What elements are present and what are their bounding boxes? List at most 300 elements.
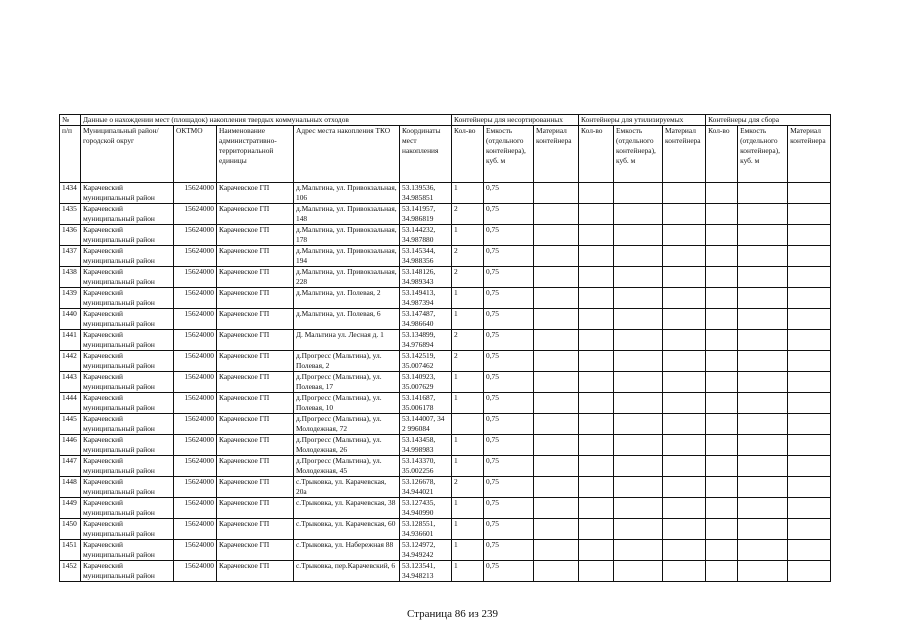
header-pp: п/п	[60, 126, 81, 183]
recycled-material-cell	[663, 456, 706, 477]
recycled-material-cell	[663, 288, 706, 309]
collect-qty-cell	[706, 330, 738, 351]
address-cell: д.Мальтина, ул. Полевая, 6	[294, 309, 400, 330]
unsorted-material-cell	[534, 561, 579, 582]
district-cell: Карачевский муниципальный район	[81, 330, 174, 351]
collect-material-cell	[788, 414, 831, 435]
header-collect: Контейнеры для сбора	[706, 115, 831, 126]
oktmo-cell: 15624000	[174, 246, 217, 267]
collect-capacity-cell	[738, 267, 788, 288]
recycled-capacity-cell	[614, 246, 663, 267]
district-cell: Карачевский муниципальный район	[81, 372, 174, 393]
recycled-material-cell	[663, 330, 706, 351]
unsorted-qty-cell: 1	[452, 519, 484, 540]
admin-unit-cell: Карачевское ГП	[217, 561, 294, 582]
district-cell: Карачевский муниципальный район	[81, 519, 174, 540]
recycled-material-cell	[663, 267, 706, 288]
collect-capacity-cell	[738, 183, 788, 204]
coords-cell: 53.141687, 35.006178	[400, 393, 452, 414]
collect-qty-cell	[706, 309, 738, 330]
table-row	[60, 288, 831, 309]
recycled-qty-cell	[579, 477, 614, 498]
collect-capacity-cell	[738, 204, 788, 225]
recycled-capacity-cell	[614, 330, 663, 351]
oktmo-cell: 15624000	[174, 414, 217, 435]
recycled-qty-cell	[579, 246, 614, 267]
table-row	[60, 309, 831, 330]
unsorted-qty-cell: 2	[452, 477, 484, 498]
table-row	[60, 477, 831, 498]
unsorted-qty-cell: 1	[452, 372, 484, 393]
unsorted-capacity-cell: 0,75	[484, 414, 534, 435]
collect-qty-cell	[706, 477, 738, 498]
row-number: 1436	[60, 225, 81, 246]
unsorted-material-cell	[534, 309, 579, 330]
address-cell: д.Прогресс (Мальтина), ул. Молодежная, 72	[294, 414, 400, 435]
header-unsorted: Контейнеры для несортированных	[452, 115, 579, 126]
unsorted-qty-cell: 1	[452, 309, 484, 330]
recycled-material-cell	[663, 561, 706, 582]
header-row-groups	[60, 115, 831, 126]
oktmo-cell: 15624000	[174, 288, 217, 309]
unsorted-qty-cell: 1	[452, 498, 484, 519]
recycled-capacity-cell	[614, 435, 663, 456]
address-cell: с.Трыковка, ул. Набережная 88	[294, 540, 400, 561]
address-cell: д.Прогресс (Мальтина), ул. Полевая, 2	[294, 351, 400, 372]
district-cell: Карачевский муниципальный район	[81, 561, 174, 582]
recycled-capacity-cell	[614, 372, 663, 393]
unsorted-capacity-cell: 0,75	[484, 225, 534, 246]
oktmo-cell: 15624000	[174, 351, 217, 372]
address-cell: д.Мальтина, ул. Привокзальная, 194	[294, 246, 400, 267]
recycled-qty-cell	[579, 204, 614, 225]
recycled-capacity-cell	[614, 267, 663, 288]
district-cell: Карачевский муниципальный район	[81, 540, 174, 561]
recycled-qty-cell	[579, 498, 614, 519]
collect-capacity-cell	[738, 435, 788, 456]
unsorted-qty-cell: 2	[452, 330, 484, 351]
unsorted-capacity-cell: 0,75	[484, 309, 534, 330]
collect-capacity-cell	[738, 456, 788, 477]
collect-capacity-cell	[738, 561, 788, 582]
oktmo-cell: 15624000	[174, 435, 217, 456]
admin-unit-cell: Карачевское ГП	[217, 393, 294, 414]
collect-material-cell	[788, 288, 831, 309]
coords-cell: 53.148126, 34.989343	[400, 267, 452, 288]
row-number: 1440	[60, 309, 81, 330]
recycled-material-cell	[663, 183, 706, 204]
coords-cell: 53.144232, 34.987880	[400, 225, 452, 246]
recycled-capacity-cell	[614, 477, 663, 498]
oktmo-cell: 15624000	[174, 498, 217, 519]
table-row	[60, 393, 831, 414]
oktmo-cell: 15624000	[174, 540, 217, 561]
oktmo-cell: 15624000	[174, 372, 217, 393]
collect-capacity-cell	[738, 519, 788, 540]
coords-cell: 53.144007, 34 2 996084	[400, 414, 452, 435]
coords-cell: 53.127435, 34.940990	[400, 498, 452, 519]
header-recycled-material: Материал контейнера	[663, 126, 706, 183]
row-number: 1444	[60, 393, 81, 414]
header-unsorted-capacity: Емкость (отдельного контейнера), куб. м	[484, 126, 534, 183]
district-cell: Карачевский муниципальный район	[81, 246, 174, 267]
unsorted-material-cell	[534, 519, 579, 540]
unsorted-material-cell	[534, 456, 579, 477]
coords-cell: 53.143458, 34.998983	[400, 435, 452, 456]
collect-qty-cell	[706, 351, 738, 372]
recycled-material-cell	[663, 225, 706, 246]
header-oktmo: ОКТМО	[174, 126, 217, 183]
header-unsorted-material: Материал контейнера	[534, 126, 579, 183]
collect-material-cell	[788, 225, 831, 246]
table-row	[60, 372, 831, 393]
unsorted-capacity-cell: 0,75	[484, 204, 534, 225]
recycled-capacity-cell	[614, 204, 663, 225]
collect-qty-cell	[706, 435, 738, 456]
collect-capacity-cell	[738, 477, 788, 498]
table-row	[60, 435, 831, 456]
address-cell: д.Мальтина, ул. Полевая, 2	[294, 288, 400, 309]
recycled-qty-cell	[579, 519, 614, 540]
collect-capacity-cell	[738, 351, 788, 372]
header-location: Данные о нахождении мест (площадок) накопления твердых коммунальных отходов	[81, 115, 452, 126]
row-number: 1437	[60, 246, 81, 267]
collect-material-cell	[788, 435, 831, 456]
table-row	[60, 561, 831, 582]
header-row-columns	[60, 126, 831, 183]
collect-material-cell	[788, 204, 831, 225]
recycled-material-cell	[663, 498, 706, 519]
collect-capacity-cell	[738, 540, 788, 561]
unsorted-capacity-cell: 0,75	[484, 351, 534, 372]
address-cell: с.Трыковка, ул. Карачевская, 60	[294, 519, 400, 540]
unsorted-qty-cell: 2	[452, 351, 484, 372]
page-footer: Страница 86 из 239	[406, 608, 499, 620]
admin-unit-cell: Карачевское ГП	[217, 414, 294, 435]
recycled-material-cell	[663, 246, 706, 267]
unsorted-material-cell	[534, 183, 579, 204]
admin-unit-cell: Карачевское ГП	[217, 183, 294, 204]
recycled-material-cell	[663, 309, 706, 330]
address-cell: с.Трыковка, пер.Карачевский, 6	[294, 561, 400, 582]
unsorted-capacity-cell: 0,75	[484, 456, 534, 477]
row-number: 1443	[60, 372, 81, 393]
header-recycled: Контейнеры для утилизируемых	[579, 115, 706, 126]
admin-unit-cell: Карачевское ГП	[217, 330, 294, 351]
district-cell: Карачевский муниципальный район	[81, 288, 174, 309]
collect-capacity-cell	[738, 246, 788, 267]
district-cell: Карачевский муниципальный район	[81, 225, 174, 246]
unsorted-material-cell	[534, 540, 579, 561]
row-number: 1435	[60, 204, 81, 225]
collect-qty-cell	[706, 561, 738, 582]
recycled-capacity-cell	[614, 561, 663, 582]
admin-unit-cell: Карачевское ГП	[217, 246, 294, 267]
recycled-qty-cell	[579, 351, 614, 372]
recycled-capacity-cell	[614, 288, 663, 309]
oktmo-cell: 15624000	[174, 204, 217, 225]
unsorted-capacity-cell: 0,75	[484, 540, 534, 561]
collect-capacity-cell	[738, 414, 788, 435]
oktmo-cell: 15624000	[174, 561, 217, 582]
collect-qty-cell	[706, 393, 738, 414]
unsorted-qty-cell	[452, 414, 484, 435]
admin-unit-cell: Карачевское ГП	[217, 477, 294, 498]
coords-cell: 53.139536, 34.985851	[400, 183, 452, 204]
admin-unit-cell: Карачевское ГП	[217, 498, 294, 519]
unsorted-capacity-cell: 0,75	[484, 561, 534, 582]
district-cell: Карачевский муниципальный район	[81, 456, 174, 477]
collect-material-cell	[788, 351, 831, 372]
recycled-material-cell	[663, 204, 706, 225]
collect-material-cell	[788, 267, 831, 288]
collect-material-cell	[788, 309, 831, 330]
header-unsorted-qty: Кол-во	[452, 126, 484, 183]
collect-material-cell	[788, 477, 831, 498]
coords-cell: 53.141957, 34.986819	[400, 204, 452, 225]
unsorted-material-cell	[534, 246, 579, 267]
district-cell: Карачевский муниципальный район	[81, 414, 174, 435]
recycled-qty-cell	[579, 267, 614, 288]
recycled-capacity-cell	[614, 309, 663, 330]
recycled-qty-cell	[579, 288, 614, 309]
recycled-qty-cell	[579, 393, 614, 414]
recycled-qty-cell	[579, 330, 614, 351]
unsorted-capacity-cell: 0,75	[484, 267, 534, 288]
oktmo-cell: 15624000	[174, 456, 217, 477]
recycled-material-cell	[663, 393, 706, 414]
unsorted-qty-cell: 1	[452, 288, 484, 309]
collect-capacity-cell	[738, 393, 788, 414]
collect-qty-cell	[706, 498, 738, 519]
unsorted-material-cell	[534, 393, 579, 414]
collect-capacity-cell	[738, 330, 788, 351]
header-collect-qty: Кол-во	[706, 126, 738, 183]
oktmo-cell: 15624000	[174, 477, 217, 498]
collect-material-cell	[788, 456, 831, 477]
recycled-capacity-cell	[614, 351, 663, 372]
district-cell: Карачевский муниципальный район	[81, 309, 174, 330]
row-number: 1448	[60, 477, 81, 498]
header-address: Адрес места накопления ТКО	[294, 126, 400, 183]
header-coords: Координаты мест накопления	[400, 126, 452, 183]
unsorted-qty-cell: 2	[452, 267, 484, 288]
table-row	[60, 519, 831, 540]
unsorted-qty-cell: 1	[452, 561, 484, 582]
unsorted-material-cell	[534, 225, 579, 246]
collect-qty-cell	[706, 267, 738, 288]
unsorted-capacity-cell: 0,75	[484, 183, 534, 204]
oktmo-cell: 15624000	[174, 225, 217, 246]
oktmo-cell: 15624000	[174, 183, 217, 204]
district-cell: Карачевский муниципальный район	[81, 498, 174, 519]
admin-unit-cell: Карачевское ГП	[217, 540, 294, 561]
unsorted-qty-cell: 1	[452, 393, 484, 414]
coords-cell: 53.140923, 35.007629	[400, 372, 452, 393]
row-number: 1450	[60, 519, 81, 540]
recycled-capacity-cell	[614, 414, 663, 435]
address-cell: д.Прогресс (Мальтина), ул. Полевая, 17	[294, 372, 400, 393]
recycled-qty-cell	[579, 372, 614, 393]
oktmo-cell: 15624000	[174, 309, 217, 330]
unsorted-qty-cell: 1	[452, 183, 484, 204]
collect-capacity-cell	[738, 372, 788, 393]
recycled-material-cell	[663, 519, 706, 540]
header-district: Муниципальный район/городской округ	[81, 126, 174, 183]
recycled-qty-cell	[579, 435, 614, 456]
recycled-capacity-cell	[614, 393, 663, 414]
unsorted-qty-cell: 1	[452, 456, 484, 477]
collect-material-cell	[788, 540, 831, 561]
address-cell: д.Прогресс (Мальтина), ул. Полевая, 10	[294, 393, 400, 414]
row-number: 1442	[60, 351, 81, 372]
unsorted-material-cell	[534, 372, 579, 393]
collect-qty-cell	[706, 519, 738, 540]
collect-capacity-cell	[738, 498, 788, 519]
admin-unit-cell: Карачевское ГП	[217, 519, 294, 540]
oktmo-cell: 15624000	[174, 330, 217, 351]
collect-qty-cell	[706, 288, 738, 309]
table-row	[60, 183, 831, 204]
collect-qty-cell	[706, 540, 738, 561]
recycled-qty-cell	[579, 309, 614, 330]
unsorted-capacity-cell: 0,75	[484, 519, 534, 540]
unsorted-capacity-cell: 0,75	[484, 393, 534, 414]
coords-cell: 53.134899, 34.976894	[400, 330, 452, 351]
unsorted-qty-cell: 1	[452, 435, 484, 456]
address-cell: д.Мальтина, ул. Привокзальная, 106	[294, 183, 400, 204]
recycled-qty-cell	[579, 414, 614, 435]
district-cell: Карачевский муниципальный район	[81, 351, 174, 372]
table-row	[60, 456, 831, 477]
header-collect-material: Материал контейнера	[788, 126, 831, 183]
unsorted-material-cell	[534, 288, 579, 309]
collect-material-cell	[788, 393, 831, 414]
address-cell: д.Мальтина, ул. Привокзальная, 148	[294, 204, 400, 225]
admin-unit-cell: Карачевское ГП	[217, 204, 294, 225]
recycled-capacity-cell	[614, 540, 663, 561]
admin-unit-cell: Карачевское ГП	[217, 435, 294, 456]
header-collect-capacity: Емкость (отдельного контейнера), куб. м	[738, 126, 788, 183]
admin-unit-cell: Карачевское ГП	[217, 372, 294, 393]
recycled-capacity-cell	[614, 519, 663, 540]
unsorted-material-cell	[534, 351, 579, 372]
row-number: 1452	[60, 561, 81, 582]
unsorted-capacity-cell: 0,75	[484, 372, 534, 393]
address-cell: д.Мальтина, ул. Привокзальная, 178	[294, 225, 400, 246]
unsorted-material-cell	[534, 435, 579, 456]
collect-material-cell	[788, 330, 831, 351]
coords-cell: 53.149413, 34.987394	[400, 288, 452, 309]
collect-material-cell	[788, 183, 831, 204]
coords-cell: 53.123541, 34.948213	[400, 561, 452, 582]
admin-unit-cell: Карачевское ГП	[217, 225, 294, 246]
table-row	[60, 246, 831, 267]
coords-cell: 53.126678, 34.944021	[400, 477, 452, 498]
recycled-material-cell	[663, 414, 706, 435]
recycled-capacity-cell	[614, 498, 663, 519]
recycled-qty-cell	[579, 561, 614, 582]
oktmo-cell: 15624000	[174, 393, 217, 414]
header-recycled-capacity: Емкость (отдельного контейнера), куб. м	[614, 126, 663, 183]
unsorted-qty-cell: 2	[452, 246, 484, 267]
unsorted-capacity-cell: 0,75	[484, 330, 534, 351]
table-row	[60, 414, 831, 435]
district-cell: Карачевский муниципальный район	[81, 393, 174, 414]
collect-material-cell	[788, 561, 831, 582]
coords-cell: 53.124972, 34.949242	[400, 540, 452, 561]
collect-capacity-cell	[738, 309, 788, 330]
row-number: 1434	[60, 183, 81, 204]
unsorted-qty-cell: 1	[452, 225, 484, 246]
district-cell: Карачевский муниципальный район	[81, 267, 174, 288]
address-cell: Д. Мальтина ул. Лесная д. 1	[294, 330, 400, 351]
row-number: 1446	[60, 435, 81, 456]
collect-qty-cell	[706, 456, 738, 477]
unsorted-capacity-cell: 0,75	[484, 288, 534, 309]
unsorted-capacity-cell: 0,75	[484, 435, 534, 456]
recycled-qty-cell	[579, 225, 614, 246]
unsorted-material-cell	[534, 414, 579, 435]
recycled-capacity-cell	[614, 456, 663, 477]
table-row	[60, 330, 831, 351]
oktmo-cell: 15624000	[174, 519, 217, 540]
row-number: 1438	[60, 267, 81, 288]
waste-sites-table	[59, 114, 831, 582]
table-row	[60, 540, 831, 561]
coords-cell: 53.143370, 35.002256	[400, 456, 452, 477]
row-number: 1441	[60, 330, 81, 351]
row-number: 1451	[60, 540, 81, 561]
admin-unit-cell: Карачевское ГП	[217, 288, 294, 309]
unsorted-material-cell	[534, 498, 579, 519]
district-cell: Карачевский муниципальный район	[81, 477, 174, 498]
table-row	[60, 498, 831, 519]
recycled-material-cell	[663, 435, 706, 456]
unsorted-material-cell	[534, 330, 579, 351]
unsorted-capacity-cell: 0,75	[484, 498, 534, 519]
row-number: 1449	[60, 498, 81, 519]
address-cell: д.Прогресс (Мальтина), ул. Молодежная, 45	[294, 456, 400, 477]
header-admin: Наименование административно-территориальной единицы	[217, 126, 294, 183]
collect-material-cell	[788, 498, 831, 519]
address-cell: с.Трыковка, ул. Карачевская, 20а	[294, 477, 400, 498]
recycled-qty-cell	[579, 183, 614, 204]
table-row	[60, 204, 831, 225]
admin-unit-cell: Карачевское ГП	[217, 351, 294, 372]
unsorted-qty-cell: 1	[452, 540, 484, 561]
recycled-capacity-cell	[614, 183, 663, 204]
recycled-qty-cell	[579, 456, 614, 477]
recycled-material-cell	[663, 477, 706, 498]
table-row	[60, 225, 831, 246]
district-cell: Карачевский муниципальный район	[81, 204, 174, 225]
collect-qty-cell	[706, 246, 738, 267]
address-cell: д.Прогресс (Мальтина), ул. Молодежная, 26	[294, 435, 400, 456]
unsorted-material-cell	[534, 204, 579, 225]
collect-qty-cell	[706, 225, 738, 246]
address-cell: д.Мальтина, ул. Привокзальная, 228	[294, 267, 400, 288]
unsorted-capacity-cell: 0,75	[484, 477, 534, 498]
collect-qty-cell	[706, 414, 738, 435]
district-cell: Карачевский муниципальный район	[81, 435, 174, 456]
admin-unit-cell: Карачевское ГП	[217, 267, 294, 288]
coords-cell: 53.142519, 35.007462	[400, 351, 452, 372]
collect-capacity-cell	[738, 225, 788, 246]
unsorted-material-cell	[534, 477, 579, 498]
collect-material-cell	[788, 372, 831, 393]
header-recycled-qty: Кол-во	[579, 126, 614, 183]
